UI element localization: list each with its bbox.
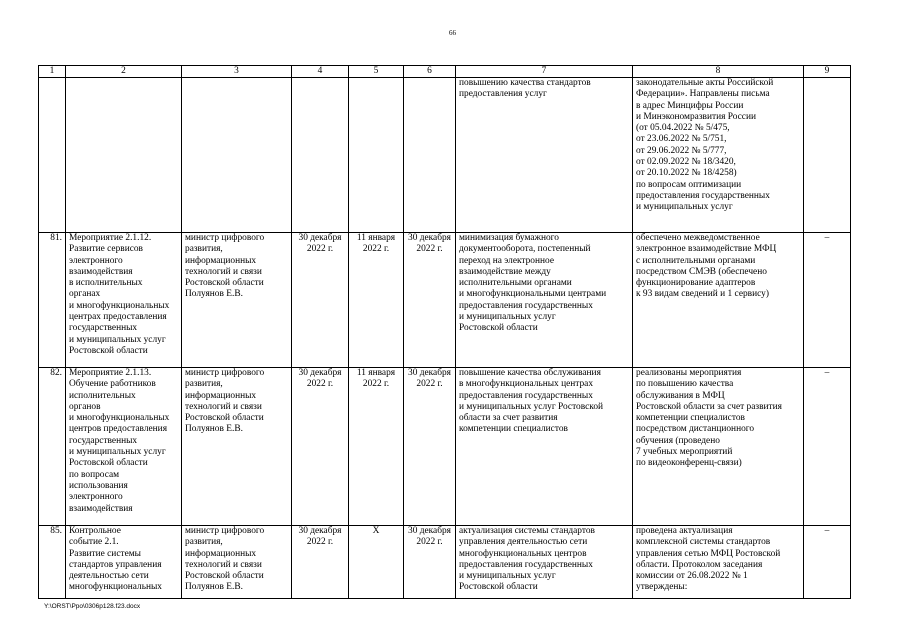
fact-result-cell: проведена актуализация комплексной системы стандартов управления сетью МФЦ Ростовской области. Протоколом заседания комиссии от 26.08.2022 № 1 утверждены: xyxy=(633,526,804,599)
start-date-cell xyxy=(292,78,349,233)
fact-result-cell: обеспечено межведомственное электронное взаимодействие МФЦ с исполнительными органами посредством СМЭВ (обеспечено функционирование адаптеров к 93 видам сведений и 1 сервису) xyxy=(633,233,804,368)
end-date-cell xyxy=(349,78,404,233)
header-cell: 3 xyxy=(182,66,292,78)
page-number: 66 xyxy=(449,29,456,37)
header-cell: 5 xyxy=(349,66,404,78)
responsible-cell: министр цифрового развития, информационных технологий и связи Ростовской области Полуянов Е.В. xyxy=(182,233,292,368)
header-cell: 4 xyxy=(292,66,349,78)
event-cell: Контрольное событие 2.1. Развитие системы стандартов управления деятельностью сети многофункциональных xyxy=(66,526,182,599)
row-number: 85. xyxy=(39,526,66,599)
note-cell: – xyxy=(804,233,851,368)
fact-result-cell: законодательные акты Российской Федерации». Направлены письма в адрес Минцифры России и Минэкономразвития России (от 05.04.2022 № 5/475, от 23.06.2022 № 5/751, от 29.06.2022 № 5/777, от 02.09.2022 № 18/3420, от 20.10.2022 № 18/4258) по вопросам оптимизации предоставления государственных и муниципальных услуг xyxy=(633,78,804,233)
end-date-cell: 11 января 2022 г. xyxy=(349,233,404,368)
plan-result-cell: повышение качества обслуживания в многофункциональных центрах предоставления государственных и муниципальных услуг Ростовской области за счет развития компетенции специалистов xyxy=(456,368,633,526)
row-number: 82. xyxy=(39,368,66,526)
end-date-cell: X xyxy=(349,526,404,599)
end-date-cell: 11 января 2022 г. xyxy=(349,368,404,526)
note-cell xyxy=(804,78,851,233)
responsible-cell: министр цифрового развития, информационных технологий и связи Ростовской области Полуянов Е.В. xyxy=(182,368,292,526)
row-number xyxy=(39,78,66,233)
fact-date-cell xyxy=(404,78,456,233)
responsible-cell: министр цифрового развития, информационных технологий и связи Ростовской области Полуянов Е.В. xyxy=(182,526,292,599)
header-cell: 1 xyxy=(39,66,66,78)
event-cell xyxy=(66,78,182,233)
event-cell: Мероприятие 2.1.12. Развитие сервисов электронного взаимодействия в исполнительных органах и многофункциональных центрах предоставления государственных и муниципальных услуг Ростовской области xyxy=(66,233,182,368)
report-table xyxy=(38,65,851,599)
table-row xyxy=(39,233,851,368)
fact-result-cell: реализованы мероприятия по повышению качества обслуживания в МФЦ Ростовской области за счет развития компетенции специалистов посредством дистанционного обучения (проведено 7 учебных мероприятий по видеоконференц-связи) xyxy=(633,368,804,526)
header-cell: 7 xyxy=(456,66,633,78)
header-cell: 2 xyxy=(66,66,182,78)
header-cell: 6 xyxy=(404,66,456,78)
row-number: 81. xyxy=(39,233,66,368)
start-date-cell: 30 декабря 2022 г. xyxy=(292,526,349,599)
note-cell: – xyxy=(804,526,851,599)
fact-date-cell: 30 декабря 2022 г. xyxy=(404,526,456,599)
fact-date-cell: 30 декабря 2022 г. xyxy=(404,368,456,526)
fact-date-cell: 30 декабря 2022 г. xyxy=(404,233,456,368)
event-cell: Мероприятие 2.1.13. Обучение работников исполнительных органов и многофункциональных центров предоставления государственных и муниципальных услуг Ростовской области по вопросам использования электронного взаимодействия xyxy=(66,368,182,526)
header-cell: 8 xyxy=(633,66,804,78)
table-row xyxy=(39,526,851,599)
responsible-cell xyxy=(182,78,292,233)
table-row xyxy=(39,78,851,233)
note-cell: – xyxy=(804,368,851,526)
header-cell: 9 xyxy=(804,66,851,78)
header-row xyxy=(39,66,851,78)
start-date-cell: 30 декабря 2022 г. xyxy=(292,368,349,526)
file-path-footer: Y:\ORST\Ppo\0306p128.f23.docx xyxy=(44,603,141,610)
table-row xyxy=(39,368,851,526)
plan-result-cell: актуализация системы стандартов управления деятельностью сети многофункциональных центров предоставления государственных и муниципальных услуг Ростовской области xyxy=(456,526,633,599)
plan-result-cell: минимизация бумажного документооборота, постепенный переход на электронное взаимодействие между исполнительными органами и многофункциональными центрами предоставления государственных и муниципальных услуг Ростовской области xyxy=(456,233,633,368)
plan-result-cell: повышению качества стандартов предоставления услуг xyxy=(456,78,633,233)
start-date-cell: 30 декабря 2022 г. xyxy=(292,233,349,368)
